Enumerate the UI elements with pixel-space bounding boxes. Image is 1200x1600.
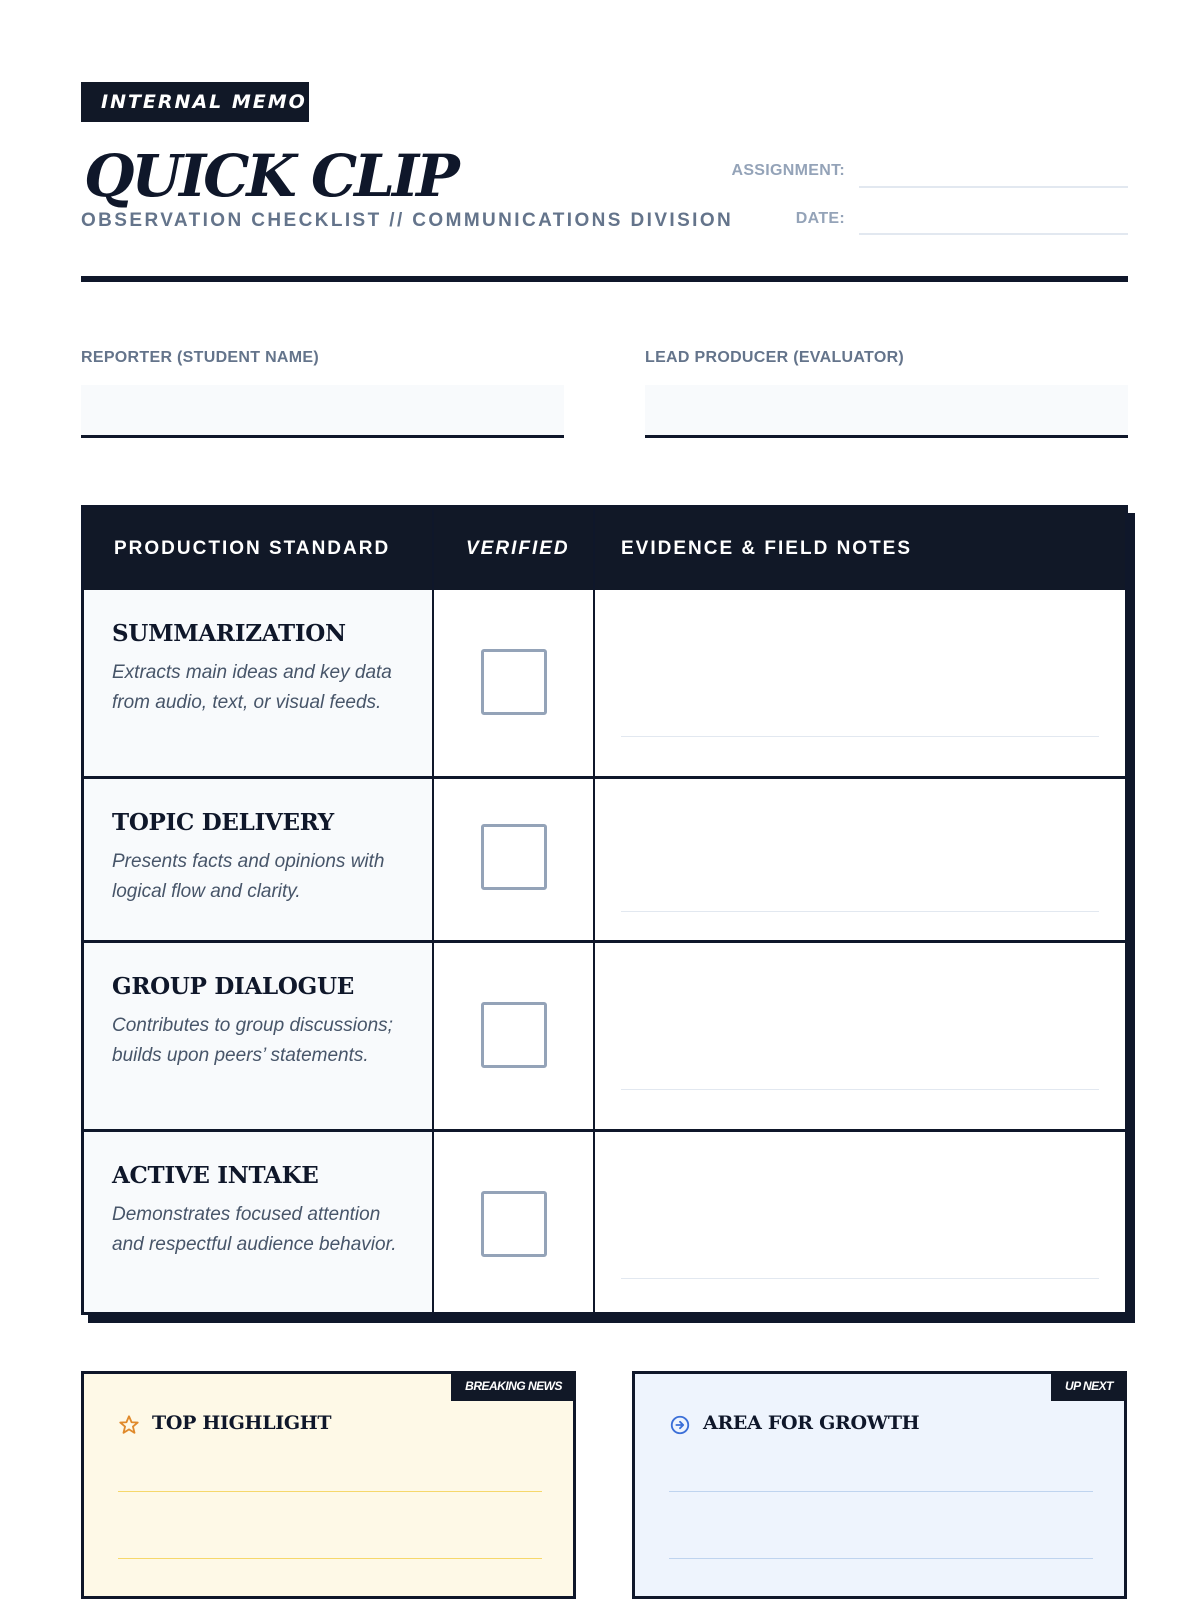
page-title: QUICK CLIP	[84, 142, 457, 210]
assignment-label: ASSIGNMENT:	[731, 162, 845, 179]
standard-description: Demonstrates focused attention and respectful audience behavior.	[112, 1204, 397, 1255]
highlight-line-2[interactable]	[118, 1558, 542, 1559]
top-highlight-title: TOP HIGHLIGHT	[152, 1412, 332, 1434]
checklist-table	[81, 505, 1128, 1315]
notes-field[interactable]	[621, 736, 1099, 737]
up-next-tag: UP NEXT	[1051, 1371, 1127, 1401]
table-row	[84, 943, 1125, 1132]
arrow-circle-icon	[669, 1414, 691, 1436]
standard-title: GROUP DIALOGUE	[112, 973, 354, 1000]
highlight-line-1[interactable]	[118, 1491, 542, 1492]
reporter-label: REPORTER (STUDENT NAME)	[81, 349, 320, 366]
column-divider	[593, 508, 595, 1312]
standard-title: ACTIVE INTAKE	[112, 1162, 319, 1189]
header-production-standard: PRODUCTION STANDARD	[114, 538, 391, 559]
producer-label: LEAD PRODUCER (EVALUATOR)	[645, 349, 905, 366]
growth-line-1[interactable]	[669, 1491, 1093, 1492]
notes-field[interactable]	[621, 1089, 1099, 1090]
column-divider	[432, 508, 434, 1312]
standard-description: Extracts main ideas and key data from audio, text, or visual feeds.	[112, 662, 392, 713]
date-label: DATE:	[795, 210, 845, 227]
producer-field[interactable]	[645, 385, 1128, 438]
page-subtitle: OBSERVATION CHECKLIST // COMMUNICATIONS DIVISION	[81, 210, 734, 231]
standard-cell	[84, 1132, 432, 1315]
standard-title: TOPIC DELIVERY	[112, 809, 334, 836]
standard-cell	[84, 943, 432, 1129]
reporter-field[interactable]	[81, 385, 564, 438]
standard-cell	[84, 590, 432, 776]
breaking-news-tag: BREAKING NEWS	[451, 1371, 576, 1401]
top-highlight-card	[81, 1371, 576, 1599]
area-for-growth-title: AREA FOR GROWTH	[703, 1412, 920, 1434]
header-evidence-notes: EVIDENCE & FIELD NOTES	[621, 538, 913, 559]
growth-line-2[interactable]	[669, 1558, 1093, 1559]
table-header	[84, 508, 1125, 590]
notes-field[interactable]	[621, 1278, 1099, 1279]
table-row	[84, 779, 1125, 943]
star-icon	[118, 1414, 140, 1436]
verified-checkbox[interactable]	[481, 1002, 547, 1068]
notes-field[interactable]	[621, 911, 1099, 912]
verified-checkbox[interactable]	[481, 824, 547, 890]
date-field[interactable]	[859, 233, 1128, 235]
area-for-growth-card	[632, 1371, 1127, 1599]
assignment-field[interactable]	[859, 186, 1128, 188]
header-divider	[81, 276, 1128, 282]
standard-cell	[84, 779, 432, 940]
table-row	[84, 1132, 1125, 1315]
table-row	[84, 590, 1125, 779]
standard-title: SUMMARIZATION	[112, 620, 346, 647]
standard-description: Presents facts and opinions with logical flow and clarity.	[112, 851, 385, 902]
verified-checkbox[interactable]	[481, 1191, 547, 1257]
header-verified: VERIFIED	[466, 538, 570, 559]
standard-description: Contributes to group discussions; builds upon peers’ statements.	[112, 1015, 393, 1066]
internal-memo-badge: INTERNAL MEMO	[81, 82, 309, 122]
verified-checkbox[interactable]	[481, 649, 547, 715]
